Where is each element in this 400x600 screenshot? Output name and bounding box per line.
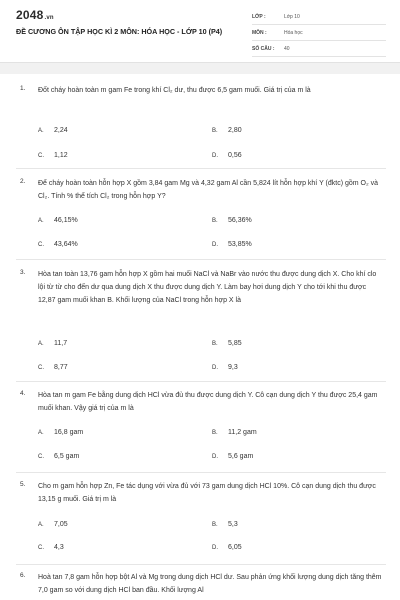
question-number: 5. (20, 481, 26, 488)
question-text: Hoà tan 7,8 gam hỗn hợp bột Al và Mg trong dung dịch HCl dư. Sau phản ứng khối lượng dung dịch tăng thêm 7,0 gam so với dung dịch HCl ban đầu. Khối lượng Al (38, 574, 382, 594)
option-a[interactable]: A. 2,24 (38, 127, 68, 134)
logo-suffix: .vn (44, 15, 54, 21)
meta-count-label: SỐ CÂU : (252, 45, 275, 52)
option-c[interactable]: C. 4,3 (38, 544, 64, 551)
option-b[interactable]: B. 2,80 (212, 127, 242, 134)
question-number: 3. (20, 269, 26, 276)
question-divider (16, 168, 386, 169)
option-a[interactable]: A. 46,15% (38, 217, 78, 224)
option-a[interactable]: A. 16,8 gam (38, 429, 84, 436)
option-d[interactable]: D. 6,05 (212, 544, 242, 551)
option-c[interactable]: C. 6,5 gam (38, 453, 80, 460)
option-b[interactable]: B. 5,3 (212, 521, 238, 528)
site-logo[interactable] (16, 8, 54, 22)
option-d[interactable]: D. 0,56 (212, 152, 242, 159)
document-header (0, 0, 400, 63)
question-divider (16, 259, 386, 260)
meta-count-value: 40 (284, 45, 290, 52)
meta-class-label: LỚP : (252, 13, 266, 20)
logo-main: 2048 (16, 8, 44, 22)
option-c[interactable]: C. 43,64% (38, 241, 78, 248)
option-c[interactable]: C. 8,77 (38, 364, 68, 371)
option-b[interactable]: B. 56,36% (212, 217, 252, 224)
meta-count-row (252, 41, 386, 57)
question-text: Hòa tan m gam Fe bằng dung dịch HCl vừa đủ thu được dung dịch Y. Cô cạn dung dịch Y thu được 25,4 gam muối khan. Vậy giá trị của m là (38, 392, 378, 412)
option-a[interactable]: A. 11,7 (38, 340, 68, 347)
option-d[interactable]: D. 5,6 gam (212, 453, 254, 460)
document-meta (252, 9, 386, 57)
meta-subject-row (252, 25, 386, 41)
question-text: Để cháy hoàn toàn hỗn hợp X gồm 3,84 gam Mg và 4,32 gam Al cần 5,824 lít hỗn hợp khí Y (đktc) gồm O₂ và Cl₂. Tính % thể tích Cl₂ trong hỗn hợp Y? (38, 180, 379, 200)
meta-class-value: Lớp 10 (284, 13, 300, 20)
option-d[interactable]: D. 53,85% (212, 241, 252, 248)
question-divider (16, 564, 386, 565)
option-b[interactable]: B. 11,2 gam (212, 429, 257, 436)
question-divider (16, 472, 386, 473)
option-d[interactable]: D. 9,3 (212, 364, 238, 371)
question-number: 1. (20, 85, 26, 92)
option-c[interactable]: C. 1,12 (38, 152, 68, 159)
question-number: 6. (20, 572, 26, 579)
question-text: Đốt cháy hoàn toàn m gam Fe trong khí Cl₂ dư, thu được 6,5 gam muối. Giá trị của m là (38, 87, 311, 94)
meta-subject-value: Hóa học (284, 29, 303, 36)
question-number: 2. (20, 178, 26, 185)
question-number: 4. (20, 390, 26, 397)
question-divider (16, 381, 386, 382)
option-b[interactable]: B. 5,85 (212, 340, 242, 347)
question-sheet (0, 74, 400, 600)
question-text: Hòa tan toàn 13,76 gam hỗn hợp X gồm hai muối NaCl và NaBr vào nước thu được dung dịch X. Cho khí clo lội từ từ cho đến dư qua dung dịch X thu được dung dịch Y. Làm bay hơi dung dịch Y cho tới khi thu được 12,87 gam muối khan B. Khối lượng của NaCl trong hỗn hợp X là (38, 271, 377, 304)
question-text: Cho m gam hỗn hợp Zn, Fe tác dụng với vừa đủ với 73 gam dung dịch HCl 10%. Cô cạn dung dịch thu được 13,15 g muối. Giá trị m là (38, 483, 376, 503)
meta-subject-label: MÔN : (252, 29, 267, 36)
option-a[interactable]: A. 7,05 (38, 521, 68, 528)
meta-class-row (252, 9, 386, 25)
document-title: ĐỀ CƯƠNG ÔN TẬP HỌC KÌ 2 MÔN: HÓA HỌC - LỚP 10 (P4) (16, 27, 223, 36)
